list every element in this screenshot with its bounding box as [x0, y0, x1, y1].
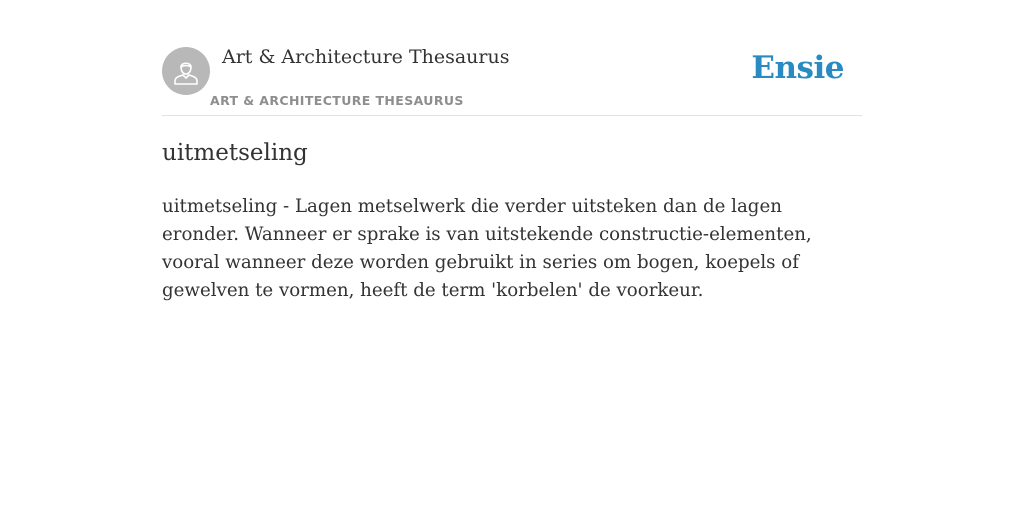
article-definition: uitmetseling - Lagen metselwerk die verder uitsteken dan de lagen eronder. Wanneer er sprake is van uitstekende constructie-elementen, vooral wanneer deze worden gebruikt in series om bogen, koepels of gewelven te vormen, heeft de term 'korbelen' de voorkeur. — [162, 196, 812, 301]
ensie-logo-link[interactable]: Ensie — [751, 50, 844, 86]
author-name-link[interactable]: Art & Architecture Thesaurus — [222, 46, 510, 68]
article-title: uitmetseling — [162, 140, 308, 166]
page-header — [162, 0, 862, 116]
user-avatar-icon[interactable] — [162, 47, 210, 95]
author-category-label[interactable]: ART & ARCHITECTURE THESAURUS — [210, 93, 464, 108]
page-container — [162, 0, 862, 301]
